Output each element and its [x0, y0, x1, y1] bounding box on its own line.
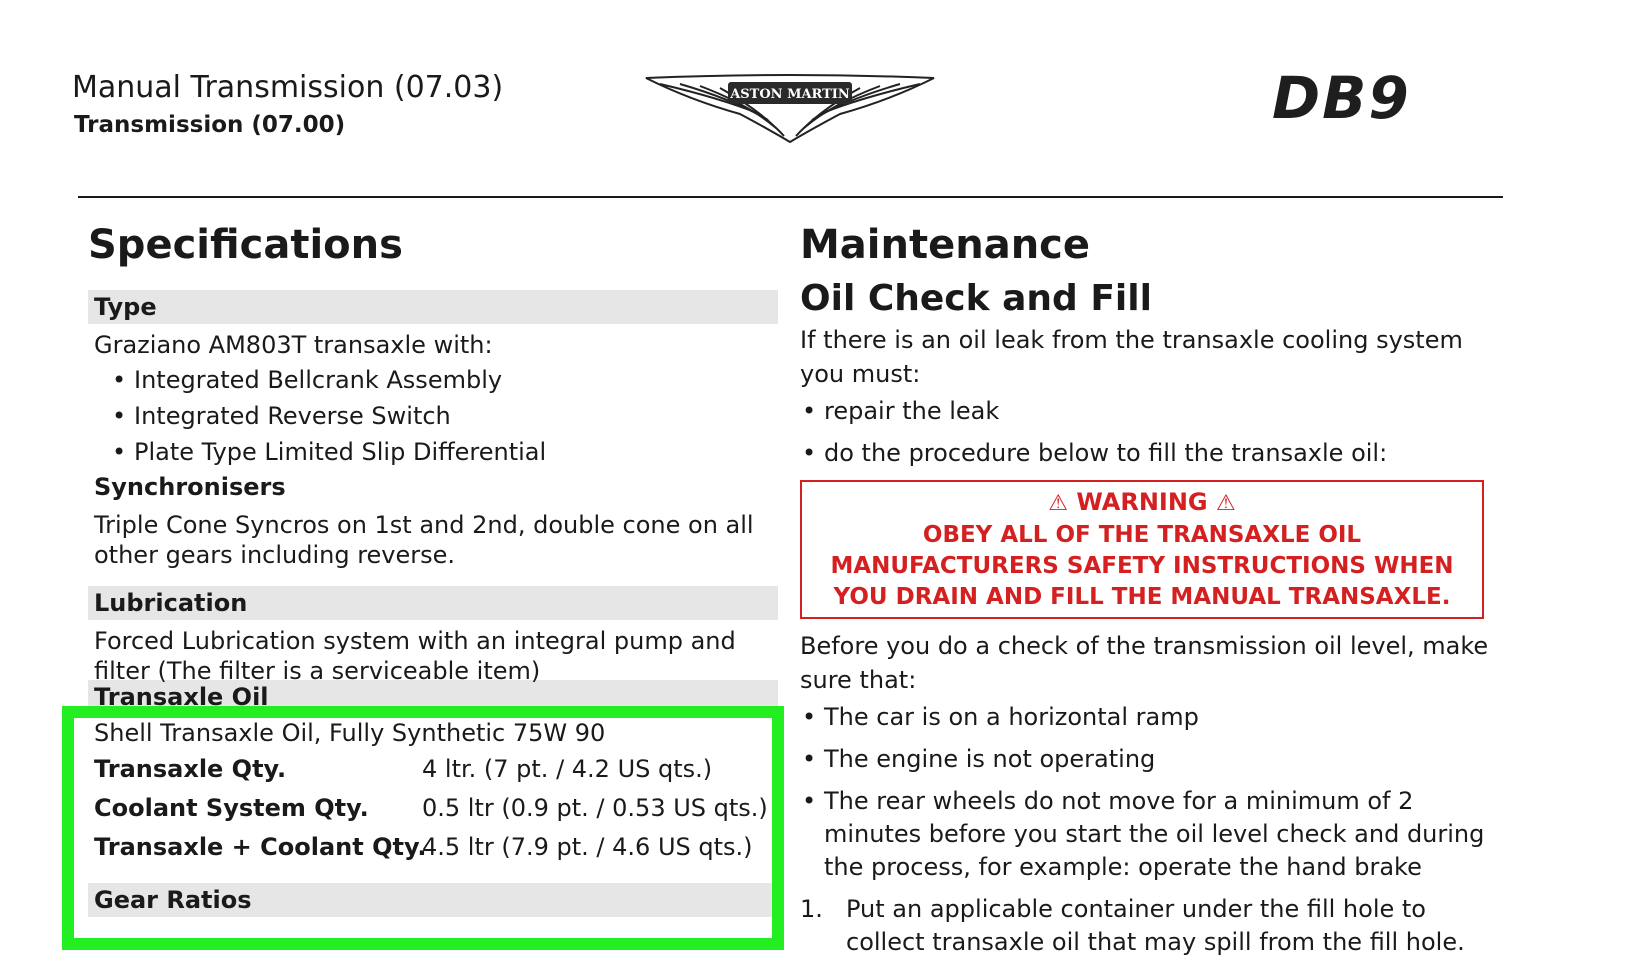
synchronisers-text: Triple Cone Syncros on 1st and 2nd, double cone on all other gears including reverse.: [94, 511, 754, 569]
warning-triangle-icon: ⚠: [1215, 491, 1236, 516]
maintenance-column: [800, 222, 1500, 959]
highlight-box: [62, 706, 784, 950]
document-title: Manual Transmission (07.03): [72, 70, 504, 105]
list-item: • Integrated Reverse Switch: [134, 398, 778, 434]
quantity-key: Transaxle + Coolant Qty.: [94, 833, 427, 861]
list-item: • Integrated Bellcrank Assembly: [134, 362, 778, 398]
list-item: • The engine is not operating: [824, 743, 1500, 776]
oil-check-fill-heading: Oil Check and Fill: [800, 278, 1152, 319]
list-item: • The rear wheels do not move for a minimum of 2 minutes before you start the oil level check and during the process, for example: operate the hand brake: [824, 785, 1500, 884]
list-item: • do the procedure below to fill the transaxle oil:: [824, 437, 1500, 470]
specifications-heading: Specifications: [88, 222, 403, 268]
warning-triangle-icon: ⚠: [1048, 491, 1069, 516]
lubrication-section-header: Lubrication: [88, 586, 778, 620]
logo-wordmark: ASTON MARTIN: [730, 87, 850, 102]
list-item: • The car is on a horizontal ramp: [824, 701, 1500, 734]
quantity-value: 4 ltr. (7 pt. / 4.2 US qts.): [422, 755, 713, 783]
list-item: • Plate Type Limited Slip Differential: [134, 434, 778, 470]
document-subtitle: Transmission (07.00): [74, 112, 346, 138]
check-conditions-list: [800, 701, 1500, 884]
before-check-text: Before you do a check of the transmission oil level, make sure that:: [800, 632, 1489, 694]
synchronisers-label: Synchronisers: [94, 473, 286, 501]
list-item: [800, 893, 1500, 959]
leak-intro: If there is an oil leak from the transaxle cooling system you must:: [800, 326, 1463, 388]
type-intro: Graziano AM803T transaxle with:: [94, 331, 493, 359]
procedure-steps: [800, 893, 1500, 959]
leak-list: [800, 395, 1500, 470]
model-badge: DB9: [1272, 64, 1411, 132]
quantity-key: Transaxle Qty.: [94, 755, 287, 783]
type-feature-list: [88, 362, 778, 470]
warning-box: [800, 480, 1484, 619]
gear-ratios-section-header: Gear Ratios: [88, 883, 778, 917]
step-number: 1.: [800, 895, 823, 923]
oil-product: Shell Transaxle Oil, Fully Synthetic 75W 90: [94, 719, 606, 747]
quantity-value: 4.5 ltr (7.9 pt. / 4.6 US qts.): [422, 833, 753, 861]
type-section-header: Type: [88, 290, 778, 324]
header-divider: [78, 196, 1503, 198]
transaxle-oil-section-header: Transaxle Oil: [88, 680, 778, 714]
quantity-value: 0.5 ltr (0.9 pt. / 0.53 US qts.): [422, 794, 768, 822]
quantity-key: Coolant System Qty.: [94, 794, 369, 822]
warning-label: WARNING: [1076, 488, 1208, 516]
warning-text: OBEY ALL OF THE TRANSAXLE OIL MANUFACTURERS SAFETY INSTRUCTIONS WHEN YOU DRAIN AND FILL THE MANUAL TRANSAXLE.: [830, 522, 1454, 610]
lubrication-text: Forced Lubrication system with an integral pump and filter (The filter is a serviceable item): [94, 627, 736, 685]
aston-martin-wings-logo: [640, 70, 940, 148]
maintenance-heading: Maintenance: [800, 222, 1091, 268]
warning-title: [812, 486, 1472, 520]
step-text: Put an applicable container under the fill hole to collect transaxle oil that may spill from the fill hole.: [846, 895, 1465, 956]
list-item: • repair the leak: [824, 395, 1500, 428]
